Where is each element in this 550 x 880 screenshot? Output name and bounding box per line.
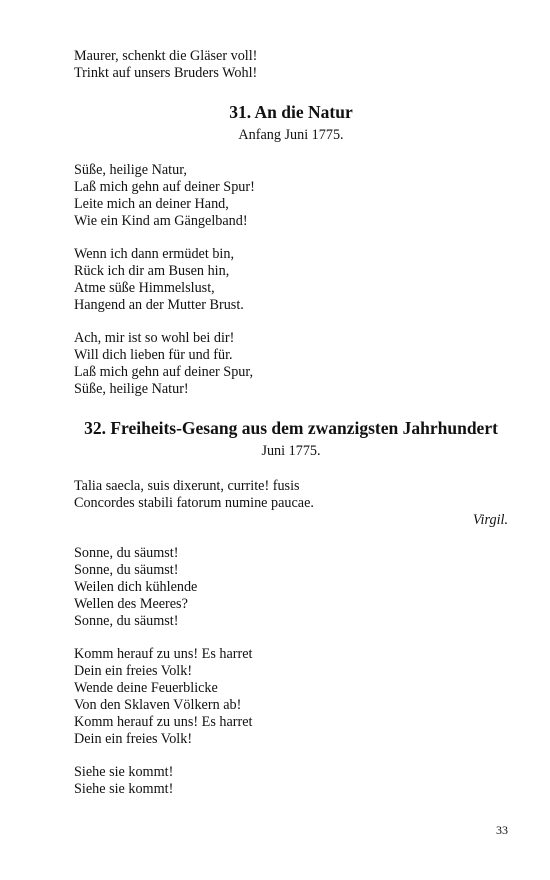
verse-line: Laß mich gehn auf deiner Spur! <box>74 179 255 195</box>
poem-32-date: Juni 1775. <box>261 443 321 459</box>
poem-31-stanza-2 <box>74 246 508 314</box>
page-number: 33 <box>496 823 508 837</box>
carryover-stanza <box>74 48 508 82</box>
verse-line: Dein ein freies Volk! <box>74 663 193 679</box>
verse-line: Wie ein Kind am Gängelband! <box>74 213 248 229</box>
poem-32-title: 32. Freiheits-Gesang aus dem zwanzigsten Jahrhundert <box>84 418 498 438</box>
verse-line: Rück ich dir am Busen hin, <box>74 263 230 279</box>
verse-line: Weilen dich kühlende <box>74 579 198 595</box>
verse-line: Wenn ich dann ermüdet bin, <box>74 246 234 262</box>
verse-line: Atme süße Himmelslust, <box>74 280 215 296</box>
poem-32-stanza-3 <box>74 764 508 798</box>
verse-line: Süße, heilige Natur, <box>74 162 187 178</box>
verse-line: Sonne, du säumst! <box>74 562 179 578</box>
verse-line: Siehe sie kommt! <box>74 781 174 797</box>
epigraph <box>74 478 508 512</box>
verse-line: Leite mich an deiner Hand, <box>74 196 229 212</box>
verse-line: Komm herauf zu uns! Es harret <box>74 646 253 662</box>
poem-31-date: Anfang Juni 1775. <box>238 127 344 143</box>
verse-line: Laß mich gehn auf deiner Spur, <box>74 364 254 380</box>
verse-line: Ach, mir ist so wohl bei dir! <box>74 330 235 346</box>
poem-31-title: 31. An die Natur <box>229 102 353 122</box>
verse-line: Maurer, schenkt die Gläser voll! <box>74 48 258 64</box>
verse-line: Dein ein freies Volk! <box>74 731 193 747</box>
verse-line: Wellen des Meeres? <box>74 596 188 612</box>
verse-line: Komm herauf zu uns! Es harret <box>74 714 253 730</box>
poem-32-stanza-1 <box>74 545 508 630</box>
epigraph-attribution: Virgil. <box>472 512 508 528</box>
verse-line: Von den Sklaven Völkern ab! <box>74 697 242 713</box>
verse-line: Sonne, du säumst! <box>74 545 179 561</box>
verse-line: Sonne, du säumst! <box>74 613 179 629</box>
verse-line: Wende deine Feuerblicke <box>74 680 218 696</box>
verse-line: Siehe sie kommt! <box>74 764 174 780</box>
poem-32-stanza-2 <box>74 646 508 748</box>
verse-line: Hangend an der Mutter Brust. <box>74 297 244 313</box>
poem-31-stanza-3 <box>74 330 508 398</box>
book-page <box>74 48 508 814</box>
epigraph-line: Talia saecla, suis dixerunt, currite! fusis <box>74 478 300 494</box>
verse-line: Süße, heilige Natur! <box>74 381 189 397</box>
verse-line: Trinkt auf unsers Bruders Wohl! <box>74 65 258 81</box>
poem-31-stanza-1 <box>74 162 508 230</box>
epigraph-line: Concordes stabili fatorum numine paucae. <box>74 495 314 511</box>
verse-line: Will dich lieben für und für. <box>74 347 233 363</box>
